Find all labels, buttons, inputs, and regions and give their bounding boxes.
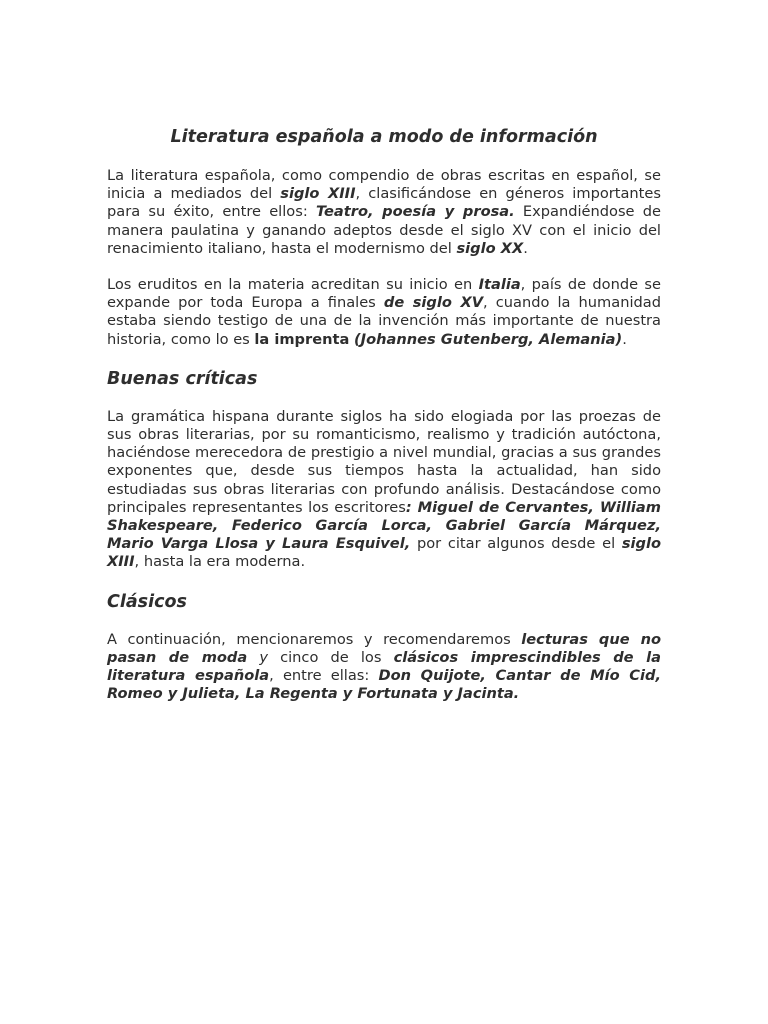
origins-text-3: , cuando la humanidad estaba siendo testigo de una de la invención más importante de nuestra historia, como lo es [107, 294, 661, 348]
intro-emphasis-genres: Teatro, poesía y prosa. [315, 203, 515, 221]
intro-text-4: . [523, 239, 528, 257]
paragraph-clasicos [107, 631, 661, 704]
criticas-text-2: por citar algunos desde el [410, 535, 622, 553]
origins-text-5: . [622, 330, 627, 348]
clasicos-text-3: cinco de los [267, 648, 394, 666]
intro-emphasis-siglo-xx: siglo XX [456, 239, 524, 257]
origins-emphasis-siglo-xv: de siglo XV [383, 294, 483, 312]
intro-text-3: Expandiéndose de manera paulatina y ganando adeptos desde el siglo XV con el inicio del renacimiento italiano, hasta el modernismo del [107, 203, 661, 257]
intro-text-1: La literatura española, como compendio de obras escritas en español, se inicia a mediados del [107, 167, 661, 203]
section-heading-buenas-criticas: Buenas críticas [107, 368, 258, 389]
intro-emphasis-siglo-xiii: siglo XIII [280, 185, 356, 203]
origins-emphasis-italia: Italia [478, 276, 521, 294]
paragraph-origins [107, 276, 661, 349]
criticas-emphasis-siglo-xiii: siglo XIII [107, 535, 661, 571]
paragraph-criticas [107, 408, 661, 572]
document-title: Literatura española a modo de información [170, 127, 598, 147]
origins-emphasis-gutenberg: (Johannes Gutenberg, Alemania) [353, 330, 623, 348]
document-content [107, 125, 661, 721]
criticas-text-3: , hasta la era moderna. [134, 553, 306, 571]
clasicos-text-1: A continuación, mencionaremos y recomendaremos [107, 630, 522, 648]
intro-text-2: , clasificándose en géneros importantes para su éxito, entre ellos: [107, 185, 661, 221]
clasicos-emphasis-titles: Don Quijote, Cantar de Mío Cid, Romeo y Julieta, La Regenta y Fortunata y Jacinta. [107, 667, 662, 703]
clasicos-emphasis-lecturas: lecturas que no pasan de moda [107, 630, 661, 666]
criticas-emphasis-authors: : Miguel de Cervantes, William Shakespeare, Federico García Lorca, Gabriel García Márquez, Mario Varga Llosa y Laura Esquivel, [107, 498, 661, 553]
clasicos-text-4: , entre ellas: [269, 667, 379, 685]
paragraph-intro [107, 167, 661, 258]
origins-text-1: Los eruditos en la materia acreditan su inicio en [107, 276, 479, 294]
origins-emphasis-imprenta: la imprenta [254, 330, 350, 348]
origins-text-2: , país de donde se expande por toda Europa a finales [107, 276, 661, 312]
clasicos-emphasis-imprescindibles: clásicos imprescindibles de la literatura española [107, 648, 661, 685]
criticas-text-1: La gramática hispana durante siglos ha sido elogiada por las proezas de sus obras literarias, por su romanticismo, realismo y tradición autóctona, haciéndose merecedora de prestigio a nivel mundial, gracias a sus grandes exponentes que, desde sus tiempos hasta la actualidad, han sido estudiadas sus obras literarias con profundo análisis. Destacándose como principales representantes los escritores [107, 407, 661, 516]
clasicos-text-2: y [247, 648, 268, 666]
section-heading-clasicos: Clásicos [107, 591, 187, 612]
